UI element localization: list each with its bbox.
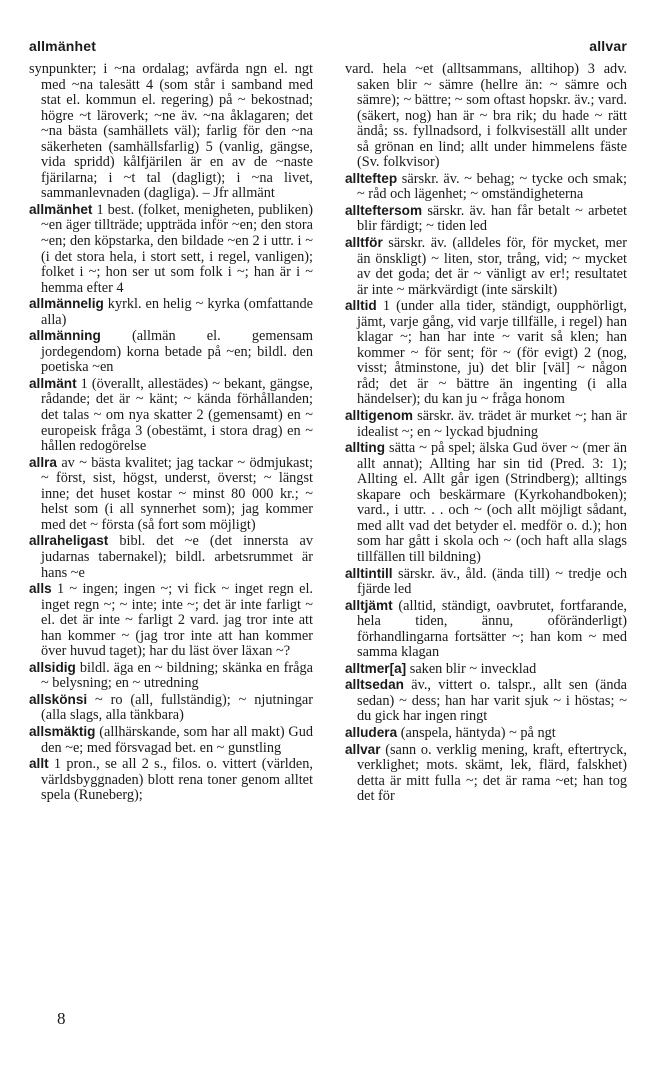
definition-text: bibl. det ~e (det innersta av judarnas tabernakel); bildl. arbetsrummet är hans ~e: [41, 533, 313, 581]
definition-text: bildl. äga en ~ bildning; skänka en fråga ~ belysning; en ~ utredning: [41, 659, 313, 692]
headword: allsmäktig: [29, 723, 96, 739]
headword: allteftersom: [345, 202, 423, 218]
headword: alltigenom: [345, 408, 413, 424]
headword: alltsedan: [345, 677, 404, 693]
dictionary-entry: [345, 677, 627, 725]
dictionary-entry: [345, 598, 627, 661]
headword: alls: [29, 581, 52, 597]
dictionary-entry: [29, 660, 313, 692]
dictionary-entry: [29, 533, 313, 581]
dictionary-entry: [29, 455, 313, 534]
left-column: [29, 62, 313, 804]
right-guide-word: allvar: [589, 38, 627, 54]
dictionary-entry: [345, 171, 627, 203]
headword: allmänhet: [29, 201, 93, 217]
headword: allskönsi: [29, 691, 88, 707]
dictionary-entry: [345, 661, 627, 678]
definition-text: vard. hela ~et (alltsammans, alltihop) 3 adv. saken blir ~ sämre (hellre än: ~ sämre och sämre); ~ bättre; ~ som oftast hopskr. äv.; vard. (säkert, nog) han är ~ bra rik; du hade ~ rätt ändå; ss. fyllnadsord, i folkviseställ allt under så grönan en lind; allt under himmelens fäste (Sv. folkvisor): [345, 61, 627, 171]
dictionary-entry: [345, 203, 627, 235]
dictionary-entry: [29, 724, 313, 756]
headword: alltjämt: [345, 597, 393, 613]
definition-text: (allmän el. gemensam jordegendom) korna betade på ~en; bildl. den poetiska ~en: [41, 328, 313, 376]
headword: allvar: [345, 741, 381, 757]
definition-text: (alltid, ständigt, oavbrutet, fortfarande, hela tiden, ännu, oföränderligt) förhandlingarna fortsätter ~; han kom ~ med samma klagan: [357, 597, 627, 661]
headword: alltmer[a]: [345, 660, 407, 676]
definition-text: av ~ bästa kvalitet; jag tackar ~ ödmjukast; ~ först, sist, högst, underst, överst; ~ längst inne; det huset kostar ~ minst 80 000 kr.; ~ helst som (i all synnerhet som); jag kommer med det ~ första (så fort som möjligt): [41, 454, 313, 533]
definition-text: särskr. äv. trädet är murket ~; han är idealist ~; en ~ lyckad bjudning: [357, 408, 627, 440]
entry-continuation: [29, 62, 313, 202]
definition-text: särskr. äv. (alldeles för, för mycket, mer än önskligt) ~ liten, stor, trång, vid; ~ mycket av det goda; det är ~ vänligt av er!; resultatet är inte ~ märkvärdigt (inte särskilt): [357, 235, 627, 298]
headword: alltintill: [345, 565, 393, 581]
dictionary-entry: [29, 692, 313, 724]
dictionary-entry: [29, 376, 313, 455]
definition-text: särskr. äv. ~ behag; ~ tycke och smak; ~ råd och lägenhet; ~ omständigheterna: [357, 170, 627, 203]
definition-text: kyrkl. en helig ~ kyrka (omfattande alla): [41, 296, 313, 328]
definition-text: (allhärskande, som har all makt) Gud den ~e; med försvagad bet. en ~ gunstling: [41, 723, 313, 756]
dictionary-entry: [345, 440, 627, 565]
dictionary-entry: [345, 298, 627, 408]
dictionary-entry: [29, 328, 313, 376]
definition-text: särskr. äv. han får betalt ~ arbetet blir färdigt; ~ tiden led: [357, 202, 627, 235]
dictionary-entry: [345, 408, 627, 440]
headword: allmännelig: [29, 296, 104, 312]
definition-text: 1 ~ ingen; ingen ~; vi fick ~ inget regn el. inget regn ~; ~ inte; inte ~; det är inte farligt ~ el. det är inte ~ farligt 2 vard. jag tror inte att han kommer ~ (jag tror inte att han kommer över huvud taget); har du läst över läxan ~?: [41, 581, 313, 660]
headword: allra: [29, 454, 57, 470]
dictionary-entry: [29, 756, 313, 804]
definition-text: 1 (under alla tider, ständigt, oupphörligt, jämt, varje gång, vid varje tillfälle, i regel) han klagar ~; han har inte ~ varit så klen; han kommer ~ för sent; för ~ (för evigt) 2 (nog, visst; åtminstone, ju) det blir [väl] ~ någon råd; det är ~ bättre än ingenting (i alla händelser); du kan ju ~ fråga honom: [357, 298, 627, 408]
entry-continuation: [345, 62, 627, 171]
headword: alltid: [345, 298, 377, 314]
dictionary-entry: [345, 742, 627, 805]
definition-text: sätta ~ på spel; älska Gud över ~ (mer än allt annat); Allting har sin tid (Pred. 3: 1); Allting el. Allt går igen (Strindberg); alltings skapare och beskärmare (Kyrkohandboken); vard., i uttr. . . och ~ (och allt möjligt sådant, med allt vad det betyder el. medför o. d.); hon som har gått i skola och ~ (och haft alla slags tillfällen till bildning): [357, 440, 627, 565]
headword: alltför: [345, 235, 383, 251]
page-number: 8: [57, 1009, 66, 1028]
headword: allt: [29, 756, 49, 772]
definition-text: (sann o. verklig mening, kraft, eftertryck, verklighet; mots. skämt, lek, flärd, falskhet) detta är mitt fulla ~; det är rama ~et; han tog det för: [357, 741, 627, 805]
headword: alludera: [345, 724, 398, 740]
definition-text: 1 best. (folket, menigheten, publiken) ~en äger tillträde; uppträda inför ~en; den stora ~en; den köpstarka, den bildade ~en 2 i uttr. i ~ (i det stora hela, i stort sett, i regel, vanligen); folket i ~; hon ser ut som folk i ~; han är i ~ hemma efter 4: [41, 201, 313, 296]
definition-text: synpunkter; i ~na ordalag; avfärda ngn el. ngt med ~na talesätt 4 (som står i samband med stat el. kommun el. regering) på ~ bekostnad; högre ~t läroverk; ~ne äv. ~na åklagaren; det ~na bästa (samhällets väl); farlig för den ~na säkerheten (samhällsfarlig) 5 (vanlig, gängse, vida spridd) kålfjärilen är en av de ~naste fjärilarna; i ~t tal (dagligt); i ~na livet, sammanlevnaden (dagliga). – Jfr allmänt: [29, 61, 313, 202]
headword: allting: [345, 440, 386, 456]
dictionary-entry: [29, 202, 313, 296]
definition-text: äv., vittert o. talspr., allt sen (ända sedan) ~ dess; han har varit sjuk ~ i höstas; ~ du gick har ingen ringt: [357, 677, 627, 725]
definition-text: (anspela, häntyda) ~ på ngt: [397, 724, 556, 741]
dictionary-entry: [345, 235, 627, 298]
definition-text: 1 pron., se all 2 s., filos. o. vittert (världen, världsbyggnaden) blott rena toner genom alltet spela (Runeberg);: [41, 756, 313, 804]
definition-text: 1 (överallt, allestädes) ~ bekant, gängse, rådande; det är ~ känt; ~ kända förhållanden; det talas ~ om nya skatter 2 (gemensamt) en ~ europeisk fråga 3 (obestämt, i stora drag) en ~ hållen redogörelse: [41, 375, 313, 455]
headword: allmänt: [29, 375, 77, 391]
dictionary-entry: [345, 566, 627, 598]
headword: allraheligast: [29, 533, 109, 549]
headword: allteftер: [345, 170, 398, 186]
definition-text: ~ ro (all, fullständig); ~ njutningar (alla slags, alla tänkbara): [41, 691, 313, 724]
definition-text: saken blir ~ invecklad: [406, 660, 537, 677]
dictionary-entry: [345, 725, 627, 742]
left-guide-word: allmänhet: [29, 38, 97, 54]
dictionary-entry: [29, 296, 313, 328]
right-column: [345, 62, 627, 805]
headword: allsidig: [29, 659, 76, 675]
definition-text: särskr. äv., åld. (ända till) ~ tredje och fjärde led: [357, 565, 627, 598]
dictionary-entry: [29, 581, 313, 660]
headword: allmänning: [29, 328, 101, 344]
